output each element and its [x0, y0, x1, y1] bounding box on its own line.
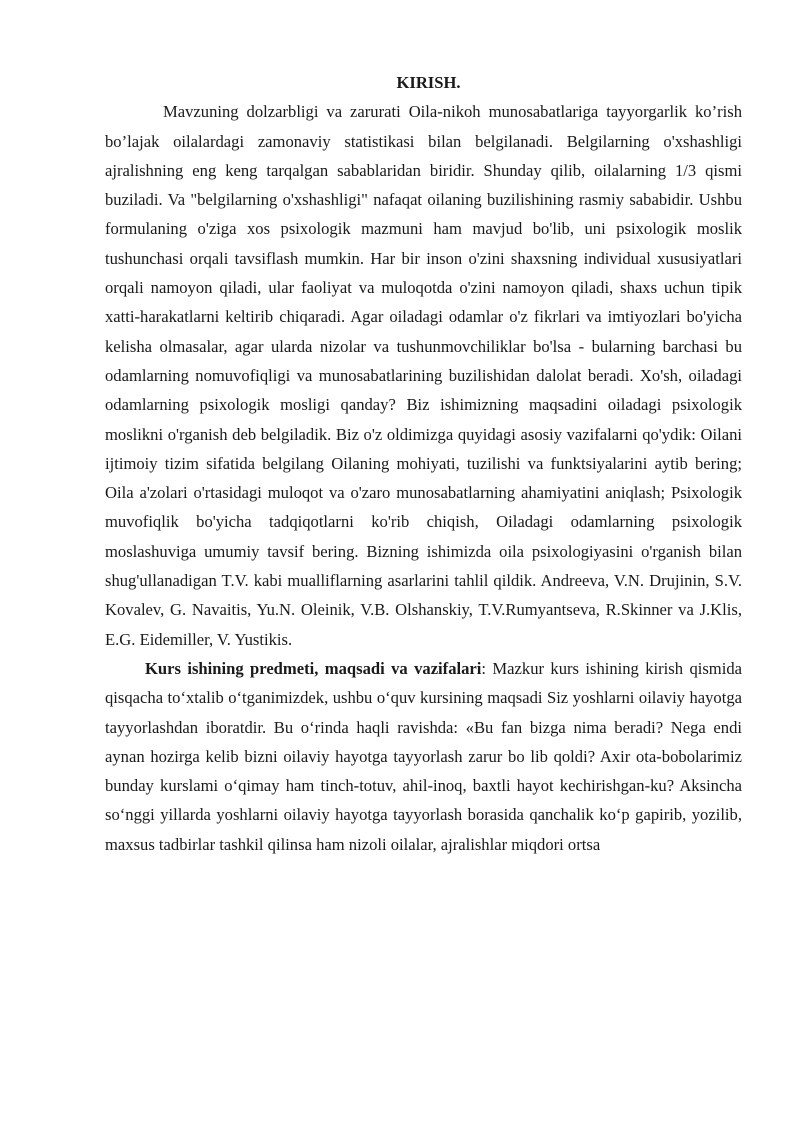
course-paragraph-text: Mazkur kurs ishining kirish qismida qisqacha to‘xtalib o‘tganimizdek, ushbu o‘quv kursining maqsadi Siz yoshlarni oilaviy hayotga tayyorlashdan iboratdir. Bu o‘rinda haqli ravishda: «Bu fan bizga nima beradi? Nega endi aynan hozirga kelib bizni oilaviy hayotga tayyorlash zarur bo lib qoldi? Axir ota-bobolarimiz bunday kurslami o‘qimay ham tinch-totuv, ahil-inoq, baxtli hayot kechirishgan-ku? Aksincha so‘nggi yillarda yoshlarni oilaviy hayotga tayyorlash borasida qanchalik ko‘p gapirib, yozilib, maxsus tadbirlar tashkil qilinsa ham nizoli oilalar, ajralishlar miqdori ortsa: [105, 658, 742, 854]
course-paragraph: [105, 654, 742, 859]
document-page: [105, 68, 742, 859]
intro-paragraph: Mavzuning dolzarbligi va zarurati Oila-nikoh munosabatlariga tayyorgarlik ko’rish bo’lajak oilalardagi zamonaviy statistikasi bilan belgilanadi. Belgilarning o'xshashligi ajralishning eng keng tarqalgan sabablaridan biridir. Shunday qilib, oilalarning 1/3 qismi buziladi. Va "belgilarning o'xshashligi" nafaqat oilaning buzilishining rasmiy sababidir. Ushbu formulaning o'ziga xos psixologik mazmuni ham mavjud bo'lib, uni psixologik moslik tushunchasi orqali tavsiflash mumkin. Har bir inson o'zini shaxsning individual xususiyatlari orqali namoyon qiladi, ular faoliyat va muloqotda o'zini namoyon qiladi, shaxs uchun tipik xatti-harakatlarni keltirib chiqaradi. Agar oiladagi odamlar o'z fikrlari va imtiyozlari bo'yicha kelisha olmasalar, agar ularda nizolar va tushunmovchiliklar bo'lsa - bularning barchasi bu odamlarning nomuvofiqligi va munosabatlarining buzilishidan dalolat beradi. Xo'sh, oiladagi odamlarning psixologik mosligi qanday? Biz ishimizning maqsadini oiladagi psixologik moslikni o'rganish deb belgiladik. Biz o'z oldimizga quyidagi asosiy vazifalarni qo'ydik: Oilani ijtimoiy tizim sifatida belgilang Oilaning mohiyati, tuzilishi va funktsiyalarini aytib bering; Oila a'zolari o'rtasidagi muloqot va o'zaro munosabatlarning ahamiyatini aniqlash; Psixologik muvofiqlik bo'yicha tadqiqotlarni ko'rib chiqish, Oiladagi odamlarning psixologik moslashuviga umumiy tavsif bering. Bizning ishimizda oila psixologiyasini o'rganish bilan shug'ullanadigan T.V. kabi mualliflarning asarlarini tahlil qildik. Andreeva, V.N. Drujinin, S.V. Kovalev, G. Navaitis, Yu.N. Oleinik, V.B. Olshanskiy, T.V.Rumyantseva, R.Skinner va J.Klis, E.G. Eidemiller, V. Yustikis.: [105, 102, 742, 649]
course-heading: Kurs ishining predmeti, maqsadi va vazifalari: [145, 658, 482, 678]
course-heading-colon: :: [481, 658, 487, 678]
document-title: KIRISH.: [396, 73, 461, 92]
